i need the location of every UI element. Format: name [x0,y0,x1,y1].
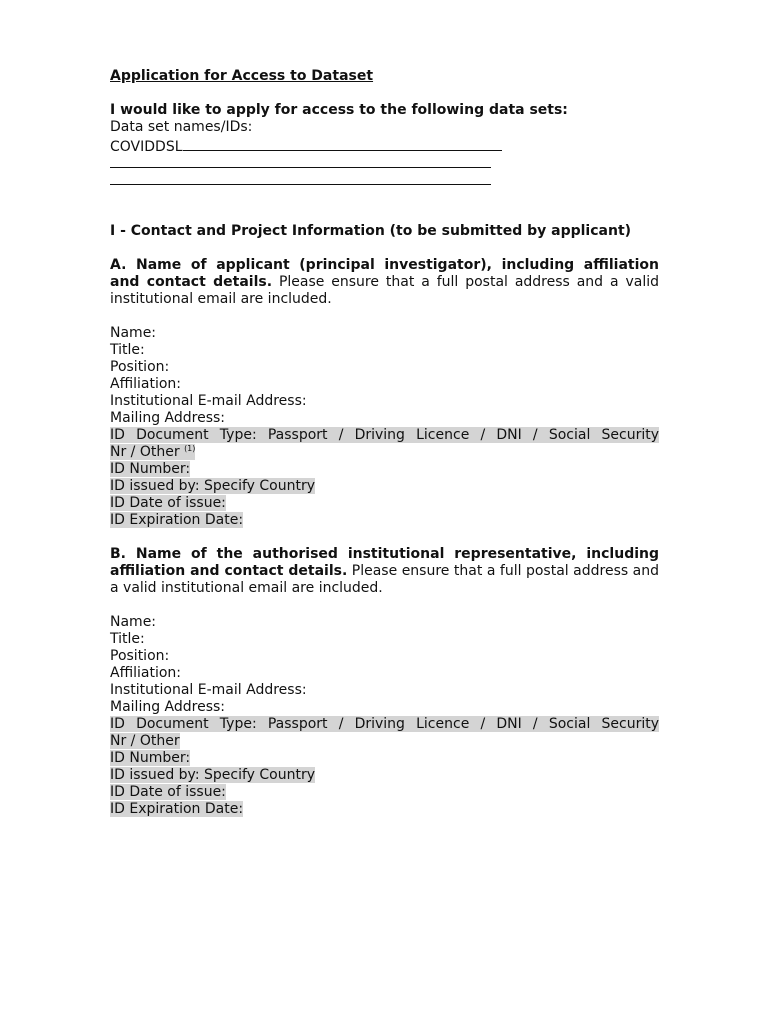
part-a-id-issued-label: ID issued by: Specify Country [110,478,315,494]
part-a-doctype-text-2 [110,444,195,460]
part-b-id-date-label: ID Date of issue: [110,784,226,800]
dataset-value: COVIDDSL [110,139,183,155]
part-b-fields [110,614,659,818]
dataset-entry-line [110,136,659,156]
part-b-doctype-line-2 [110,733,659,750]
part-a-doctype-other: Nr / Other [110,444,180,460]
dataset-request-lead: I would like to apply for access to the following data sets: [110,102,568,118]
part-b-affiliation-label: Affiliation: [110,665,182,681]
dataset-blank-underline [183,136,502,151]
part-a-position-label: Position: [110,359,170,375]
part-b-heading: B. Name of the authorised institutional representative, including affiliation and contact details. [110,546,659,579]
document-content [110,68,659,818]
part-a-title-label: Title: [110,342,145,358]
part-a-doctype-line-2 [110,444,659,461]
part-b-id-date-line [110,784,659,801]
part-b-position-label: Position: [110,648,170,664]
part-a-mailing-label: Mailing Address: [110,410,226,426]
part-b-title-label: Title: [110,631,145,647]
document-title: Application for Access to Dataset [110,68,374,84]
part-b-email-label: Institutional E-mail Address: [110,682,307,698]
part-a-footnote-mark: (1) [184,444,196,453]
part-b-mailing-label: Mailing Address: [110,699,226,715]
part-b-doctype-text-1: ID Document Type: Passport / Driving Licence / DNI / Social Security [110,716,659,732]
part-a-id-expiration-line [110,512,659,529]
part-b-name-label: Name: [110,614,157,630]
part-a-id-number-line [110,461,659,478]
part-b-id-expiration-line [110,801,659,818]
part-a-id-number-label: ID Number: [110,461,191,477]
part-a-fields [110,325,659,529]
part-a-heading: A. Name of applicant (principal investigator), including affiliation and contact details. [110,257,659,290]
part-b-id-issued-label: ID issued by: Specify Country [110,767,315,783]
part-a-id-issued-line [110,478,659,495]
dataset-blank-line-2 [110,167,491,168]
part-a-affiliation-label: Affiliation: [110,376,182,392]
part-a-id-date-label: ID Date of issue: [110,495,226,511]
part-a-id-date-line [110,495,659,512]
part-b-id-expiration-label: ID Expiration Date: [110,801,244,817]
part-a-doctype-text-1: ID Document Type: Passport / Driving Licence / DNI / Social Security [110,427,659,443]
part-b-instructions: Please ensure that a full postal address and a valid institutional email are included. [110,563,659,596]
part-b-doctype-text-2: Nr / Other [110,733,180,749]
part-b-doctype-line-1 [110,716,659,733]
part-a-description [110,257,659,308]
part-a-doctype-line-1 [110,427,659,444]
part-a-email-label: Institutional E-mail Address: [110,393,307,409]
dataset-names-label: Data set names/IDs: [110,119,253,135]
part-b-id-number-label: ID Number: [110,750,191,766]
part-a-name-label: Name: [110,325,157,341]
part-b-description [110,546,659,597]
part-a-instructions: Please ensure that a full postal address and a valid institutional email are included. [110,274,659,307]
dataset-blank-line-3 [110,184,491,185]
part-b-id-issued-line [110,767,659,784]
part-b-id-number-line [110,750,659,767]
part-a-id-expiration-label: ID Expiration Date: [110,512,244,528]
section-1-heading: I - Contact and Project Information (to be submitted by applicant) [110,223,632,239]
